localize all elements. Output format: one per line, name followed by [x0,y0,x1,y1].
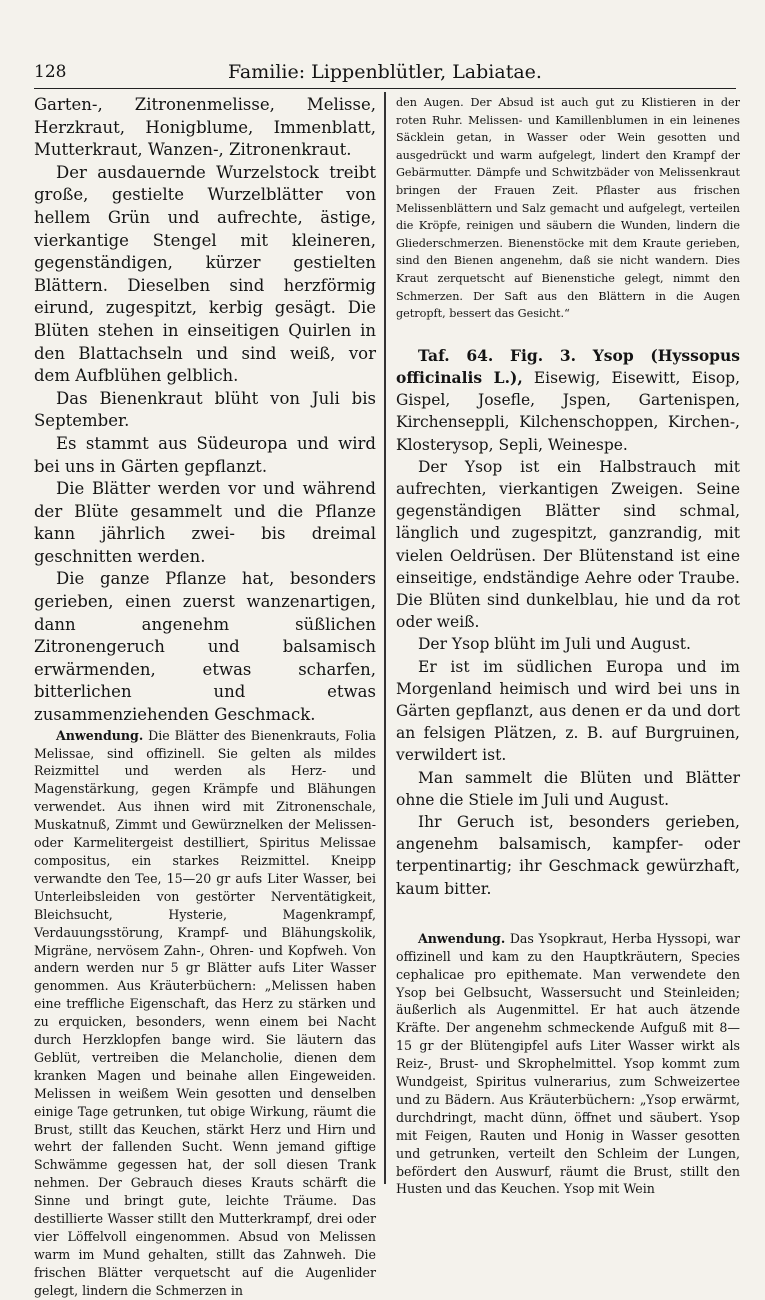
usage-text: Die Blätter des Bienenkrauts, Folia Melissae, sind offizinell. Sie gelten als mildes Reizmittel und werden als Herz- und Magenstärkung, gegen Krämpfe und Blähungen verwendet. Aus ihnen wird mit Zitronenschale, Muskatnuß, Zimmt und Gewürznelken der Melissen- oder Karmelitergeist destilliert, Spiritus Melissae compositus, ein starkes Reizmittel. Kneipp verwandte den Tee, 15—20 gr aufs Liter Wasser, bei Unterleibsleiden von gestörter Nerventätigkeit, Bleichsucht, Hysterie, Magenkrampf, Verdauungsstörung, Krampf- und Blähungskolik, Migräne, nervösem Zahn-, Ohren- und Kopfweh. Von andern werden nur 5 gr Blätter aufs Liter Wasser genommen. Aus Kräuterbüchern: „Melissen haben eine treffliche Eigenschaft, das Herz zu stärken und zu erquicken, besonders, wenn einem bei Nacht durch Herzklopfen bange wird. Sie läutern das Geblüt, vertreiben die Melancholie, dienen dem kranken Magen und beinahe allen Eingeweiden. Melissen in weißem Wein gesotten und denselben einige Tage getrunken, tut obige Wirkung, räumt die Brust, stillt das Keuchen, stärkt Herz und Hirn und wehrt der fallenden Sucht. Wenn jemand giftige Schwämme gegessen hat, der soll diesen Trank nehmen. Der Gebrauch dieses Krauts schärft die Sinne und bringt gute, leichte Träume. Das destillierte Wasser stillt den Mutterkrampf, drei oder vier Löffelvoll eingenommen. Absud von Melissen warm im Mund gehalten, stillt das Zahnweh. Die frischen Blätter verquetscht auf die Augenlider gelegt, lindern die Schmerzen in [34,727,376,1298]
usage-label: Anwendung. [56,727,144,743]
hyssop-flowering: Der Ysop blüht im Juli und August. [418,635,691,654]
harvest-paragraph: Die Blätter werden vor und während der Blüte gesammelt und die Pflanze kann jährlich zwei- bis dreimal geschnitten werden. [34,479,376,566]
hyssop-heading-paragraph [396,345,740,456]
hyssop-usage-label: Anwendung. [418,930,506,946]
hyssop-description: Der Ysop ist ein Halbstrauch mit aufrechten, vierkantigen Zweigen. Seine gegenständigen Blätter sind schmal, länglich und zugespitzt, ganzrandig, mit vielen Oeldrüsen. Der Blütenstand ist eine einseitige, endständige Aehre oder Traube. Die Blüten sind dunkelblau, hie und da rot oder weiß. [396,457,740,632]
column-divider [384,92,386,1184]
smell-paragraph: Die ganze Pflanze hat, besonders gerieben, einen zuerst wanzenartigen, dann angenehm süßlichen Zitronengeruch und balsamisch erwärmenden, etwas scharfen, bitterlichen und etwas zusammenziehenden Geschmack. [34,569,376,725]
hyssop-synonyms: Eisewig, Eisewitt, Eisop, Gispel, Josefle, Jspen, Gartenispen, Kirchenseppli, Kilchenschoppen, Kirchen-, Klosterysop, Sepli, Weinespe. [396,368,741,454]
left-column [34,94,376,1300]
page-header [34,58,736,89]
hyssop-usage-text: Das Ysopkraut, Herba Hyssopi, war offizinell und kam zu den Hauptkräutern, Species cephalicae pro epithemate. Man verwendete den Ysop bei Gelbsucht, Wassersucht und Steinleiden; äußerlich als Augenmittel. Er hat auch ätzende Kräfte. Der angenehm schmeckende Aufguß mit 8—15 gr der Blütengipfel aufs Liter Wasser wirkt als Reiz-, Brust- und Skrophelmittel. Ysop kommt zum Wundgeist, Spiritus vulnerarius, zum Schweizertee und zu Bädern. Aus Kräuterbüchern: „Ysop erwärmt, durchdringt, macht dünn, öffnet und säubert. Ysop mit Feigen, Rauten und Honig in Wasser gesotten und getrunken, verteilt den Schleim der Lungen, befördert den Auswurf, räumt die Brust, stillt den Husten und das Keuchen. Ysop mit Wein [396,930,740,1197]
description-paragraph: Der ausdauernde Wurzelstock treibt große, gestielte Wurzelblätter von hellem Grün und aufrechte, ästige, vierkantige Stengel mit kleineren, gegenständigen, kürzer gestielten Blättern. Dieselben sind herzförmig eirund, zugespitzt, kerbig gesägt. Die Blüten stehen in einseitigen Quirlen in den Blattachseln und sind weiß, vor dem Aufblühen gelblich. [34,162,376,386]
usage-paragraph [34,727,376,1300]
right-column [396,94,740,1198]
synonyms-paragraph: Garten-, Zitronenmelisse, Melisse, Herzkraut, Honigblume, Immenblatt, Mutterkraut, Wanzen-, Zitronenkraut. [34,95,376,160]
continued-paragraph: den Augen. Der Absud ist auch gut zu Klistieren in der roten Ruhr. Melissen- und Kamillenblumen in ein leinenes Säcklein getan, in Wasser oder Wein gesotten und ausgedrückt und warm aufgelegt, lindert den Krampf der Gebärmutter. Dämpfe und Schwitzbäder von Melissenkraut bringen der Frauen Zeit. Pflaster aus frischen Melissenblättern und Salz gemacht und aufgelegt, verteilen die Kröpfe, reinigen und säubern die Wunden, lindern die Gliederschmerzen. Bienenstöcke mit dem Kraute gerieben, sind den Bienen angenehm, daß sie nicht wandern. Dies Kraut zerquetscht auf Bienenstiche gelegt, nimmt den Schmerzen. Der Saft aus den Blättern in die Augen getropft, bessert das Gesicht.“ [396,96,740,321]
origin-paragraph: Es stammt aus Südeuropa und wird bei uns in Gärten gepflanzt. [34,433,376,476]
flowering-paragraph: Das Bienenkraut blüht von Juli bis September. [34,388,376,431]
hyssop-usage-paragraph [396,930,740,1199]
hyssop-smell: Ihr Geruch ist, besonders gerieben, angenehm balsamisch, kampfer- oder terpentinartig; ihr Geschmack gewürzhaft, kaum bitter. [396,812,740,898]
hyssop-harvest: Man sammelt die Blüten und Blätter ohne die Stiele im Juli und August. [396,768,740,809]
page-number: 128 [34,62,67,82]
running-title: Familie: Lippenblütler, Labiatae. [228,61,542,83]
plate-reference: Taf. 64. Fig. 3. Ysop (Hyssopus officinalis L.), [396,345,740,387]
hyssop-origin: Er ist im südlichen Europa und im Morgenland heimisch und wird bei uns in Gärten gepflanzt, aus denen er da und dort an felsigen Plätzen, z. B. auf Burgruinen, verwildert ist. [396,657,740,765]
